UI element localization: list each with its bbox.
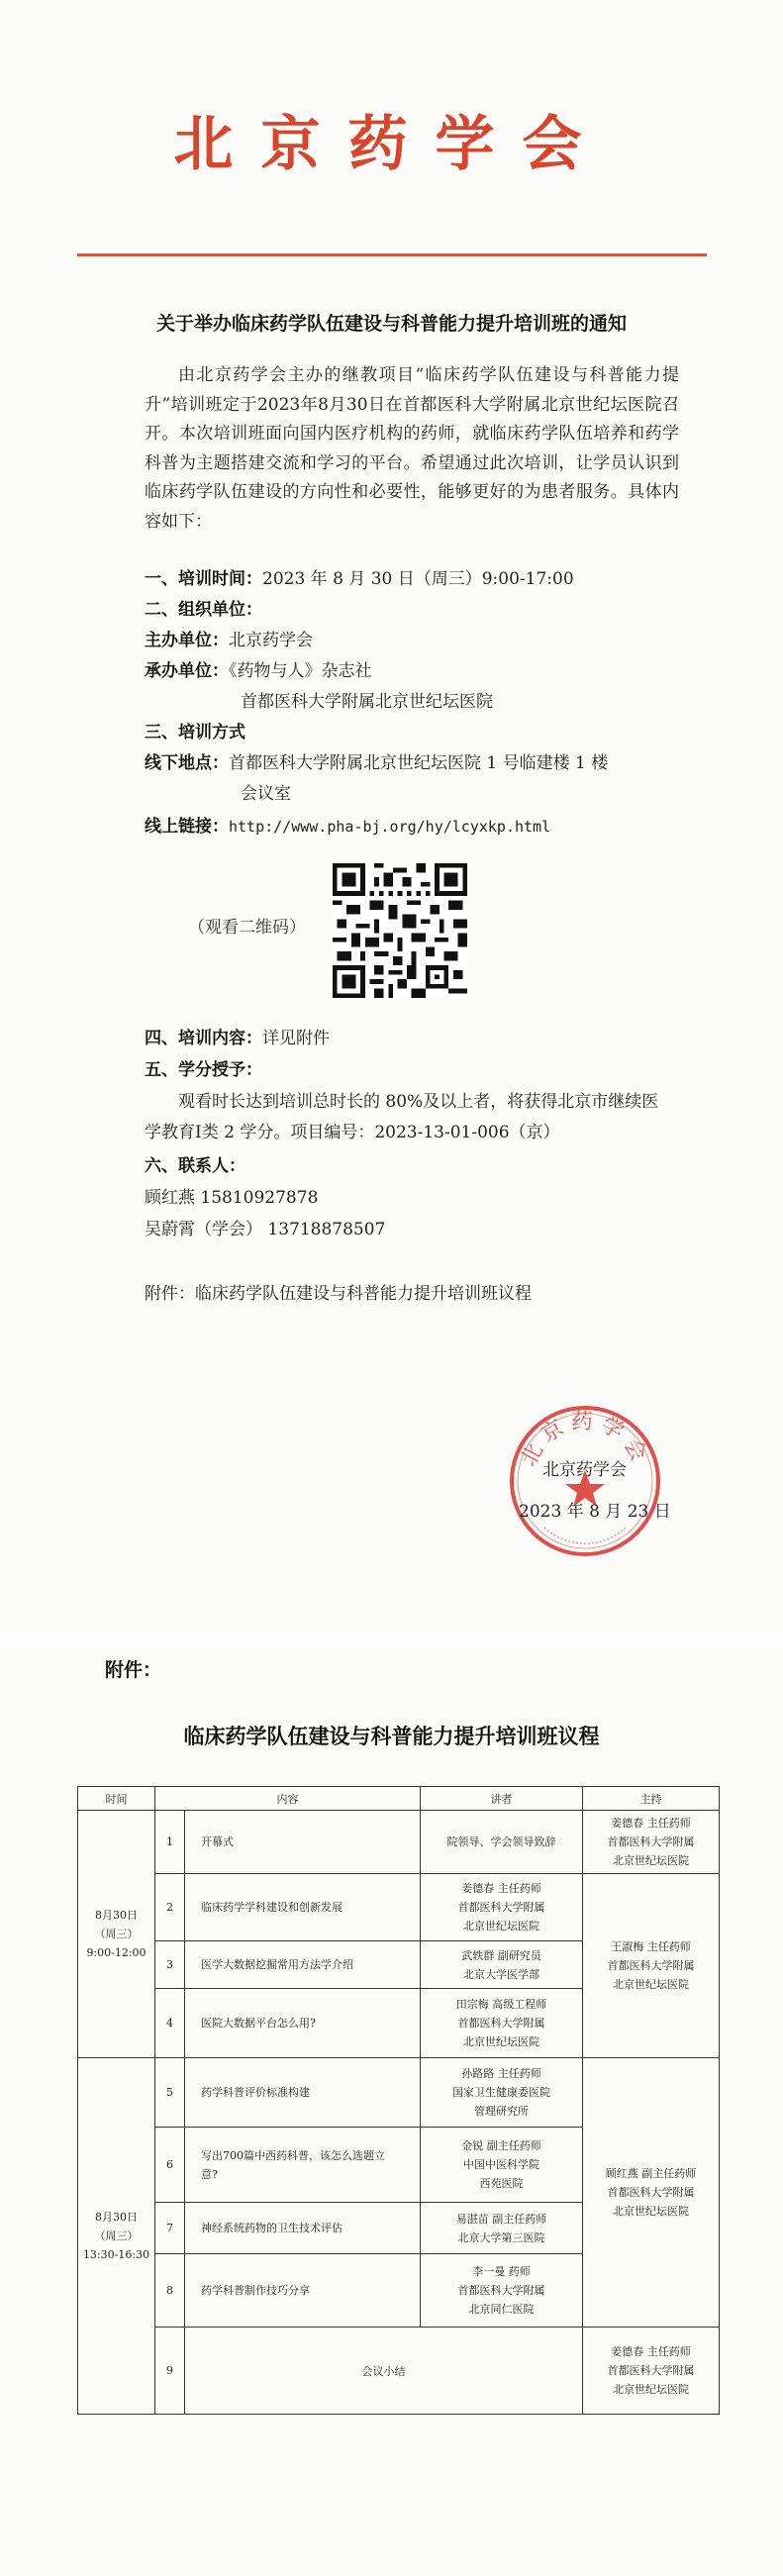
organizer-unit [145,656,372,681]
header-host: 主持 [583,1787,720,1811]
header-content: 内容 [155,1787,421,1811]
signature-date: 2023 年 8 月 23 日 [519,1502,671,1522]
section-method-label: 三、培训方式 [145,723,245,743]
online-link [145,812,550,837]
attachment-heading: 附件： [105,1659,162,1681]
online-link-url[interactable]: http://www.pha-bj.org/hy/lcyxkp.html [229,818,551,836]
row-number: 9 [155,2328,185,2415]
section-time [145,564,574,589]
speaker-cell: 李一曼 药师 首都医科大学附属 北京同仁医院 [421,2254,583,2328]
host-cell: 姜德春 主任药师 首都医科大学附属 北京世纪坛医院 [583,1811,720,1874]
section-credit-label: 五、学分授予： [145,1060,262,1080]
row-number: 1 [155,1811,185,1874]
table-row [78,2058,720,2128]
table-row [78,2328,720,2415]
row-number: 6 [155,2128,185,2203]
section-content-label: 四、培训内容： [145,1029,262,1048]
svg-text:北京药学会: 北京药学会 [516,1409,654,1471]
content-cell: 药学科普评价标准构建 [185,2058,421,2128]
section-credit [145,1055,262,1080]
section-contact [145,1151,245,1176]
offline-location-label: 线下地点： [145,753,229,773]
online-link-label: 线上链接： [145,817,229,837]
speaker-cell: 金锐 副主任药师 中国中医科学院 西苑医院 [421,2128,583,2203]
host-unit [145,626,313,650]
speaker-cell: 姜德春 主任药师 首都医科大学附属 北京世纪坛医院 [421,1874,583,1941]
offline-location [145,748,608,773]
row-number: 2 [155,1874,185,1941]
section-content [145,1024,330,1048]
speaker-cell: 易湛苗 副主任药师 北京大学第三医院 [421,2203,583,2254]
host-cell: 王淑梅 主任药师 首都医科大学附属 北京世纪坛医院 [583,1874,720,2058]
section-org-label: 二、组织单位： [145,600,262,620]
summary-cell: 会议小结 [185,2328,583,2415]
letterhead-rule [77,253,707,256]
host-unit-label: 主办单位： [145,631,229,650]
organizer-unit-value-2: 首都医科大学附属北京世纪坛医院 [241,692,493,712]
credit-text-2: 学教育Ⅰ类 2 学分。项目编号：2023-13-01-006（京） [145,1123,560,1142]
content-cell: 药学科普制作技巧分享 [185,2254,421,2328]
section-time-value: 2023 年 8 月 30 日（周三）9:00-17:00 [262,569,574,589]
section-time-label: 一、培训时间： [145,569,262,589]
content-cell: 写出700篇中西药科普，该怎么选题立 意? [185,2128,421,2203]
section-content-value: 详见附件 [262,1029,330,1048]
offline-location-value-2: 会议室 [241,784,291,804]
host-unit-value: 北京药学会 [229,631,313,650]
row-number: 5 [155,2058,185,2128]
speaker-cell: 院领导、学会领导致辞 [421,1811,583,1874]
speaker-cell: 孙路路 主任药师 国家卫生健康委医院 管理研究所 [421,2058,583,2128]
table-header-row [78,1787,720,1811]
notice-title: 关于举办临床药学队伍建设与科普能力提升培训班的通知 [155,313,627,335]
organizer-unit-label: 承办单位： [145,661,229,681]
row-number: 4 [155,1989,185,2058]
morning-time-cell: 8月30日 （周三） 9:00-12:00 [78,1811,155,2058]
header-speaker: 讲者 [421,1787,583,1811]
speaker-cell: 武轶群 副研究员 北京大学医学部 [421,1941,583,1989]
credit-text-1: 观看时长达到培训总时长的 80%及以上者，将获得北京市继续医 [178,1092,659,1112]
page-gap [0,1634,783,1647]
notice-intro: 由北京药学会主办的继教项目“临床药学队伍建设与科普能力提升”培训班定于2023年8月30日在首都医科大学附属北京世纪坛医院召开。本次培训班面向国内医疗机构的药师，就临床药学队伍培养和药学科普为主题搭建交流和学习的平台。希望通过此次培训，让学员认识到临床药学队伍建设的方向性和必要性，能够更好的为患者服务。具体内容如下： [145,365,679,532]
official-seal-icon [505,1401,665,1561]
content-cell: 医学大数据挖掘常用方法学介绍 [185,1941,421,1989]
table-row [78,1811,720,1874]
offline-location-value-1: 首都医科大学附属北京世纪坛医院 1 号临建楼 1 楼 [229,753,609,773]
qr-caption: （观看二维码） [188,918,306,938]
signature-org: 北京药学会 [542,1460,627,1480]
row-number: 7 [155,2203,185,2254]
host-cell: 顾红燕 副主任药师 首都医科大学附属 北京世纪坛医院 [583,2058,720,2328]
content-cell: 神经系统药物的卫生技术评估 [185,2203,421,2254]
table-row [78,1874,720,1941]
section-method [145,718,245,743]
attachment-note: 附件：临床药学队伍建设与科普能力提升培训班议程 [145,1284,532,1304]
section-contact-label: 六、联系人： [145,1156,245,1176]
header-time: 时间 [78,1787,155,1811]
row-number: 3 [155,1941,185,1989]
schedule-title: 临床药学队伍建设与科普能力提升培训班议程 [183,1725,600,1748]
content-cell: 医院大数据平台怎么用? [185,1989,421,2058]
row-number: 8 [155,2254,185,2328]
schedule-table [77,1786,720,2415]
organizer-unit-value-1: 《药物与人》杂志社 [229,661,372,681]
content-cell: 临床药学学科建设和创新发展 [185,1874,421,1941]
speaker-cell: 田宗梅 高级工程师 首都医科大学附属 北京世纪坛医院 [421,1989,583,2058]
contact-2: 吴蔚霄（学会） 13718878507 [145,1220,386,1239]
section-org [145,595,262,620]
content-cell: 开幕式 [185,1811,421,1874]
qr-code-icon[interactable] [333,863,467,998]
letterhead: 北京药学会 [173,110,610,179]
afternoon-time-cell: 8月30日 （周三） 13:30-16:30 [78,2058,155,2415]
host-cell: 姜德春 主任药师 首都医科大学附属 北京世纪坛医院 [583,2328,720,2415]
contact-1: 顾红燕 15810927878 [145,1188,319,1208]
